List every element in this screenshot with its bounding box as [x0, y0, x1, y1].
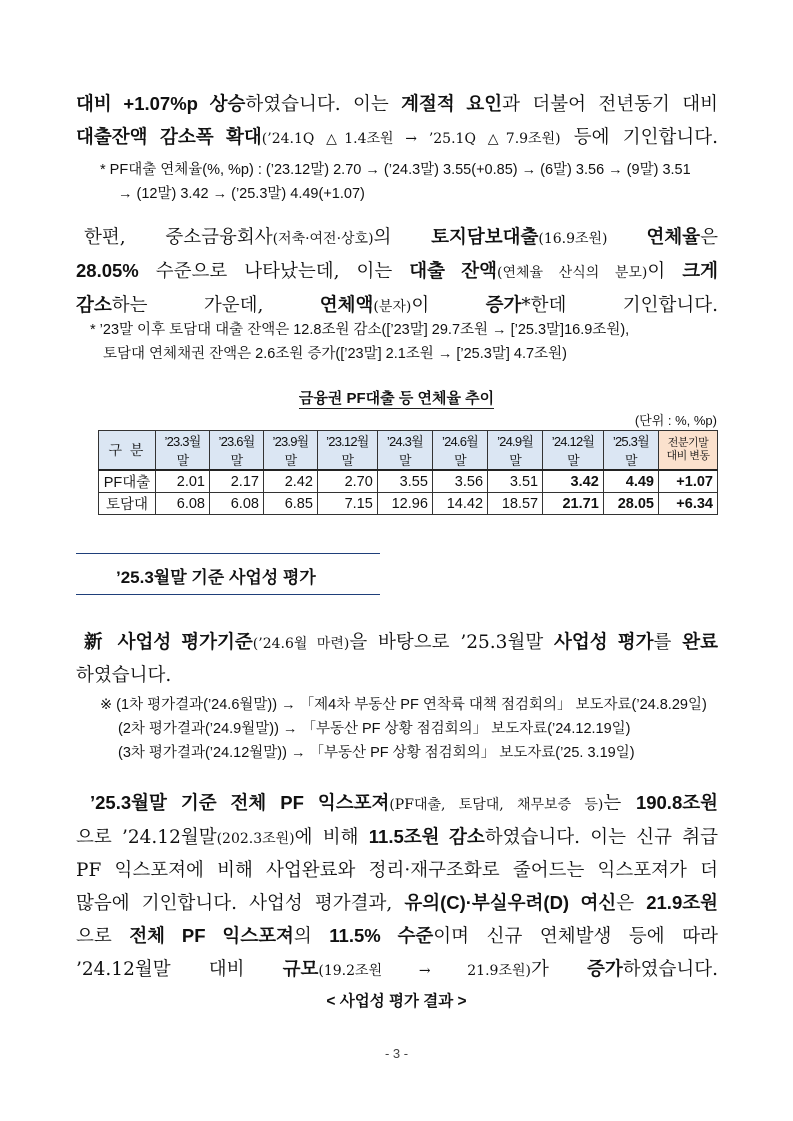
table-cell: 12.96 — [377, 493, 432, 515]
table-cell: 3.51 — [488, 470, 543, 493]
paragraph-4-line-4: 많음에 기인합니다. 사업성 평가결과, 유의(C)·부실우려(D) 여신은 21.9조원 — [76, 892, 718, 914]
table-header-cell: ’25.3월말 — [603, 431, 658, 471]
table-cell: 3.42 — [543, 470, 604, 493]
table-title: 금융권 PF대출 등 연체율 추이 — [298, 390, 495, 407]
paragraph-1 — [76, 88, 718, 155]
paragraph-4-line-1: ’25.3월말 기준 전체 PF 익스포져(PF대출, 토담대, 채무보증 등)는 190.8조원 — [90, 792, 718, 814]
table-row-label: PF대출 — [99, 470, 156, 493]
table-cell: 2.17 — [209, 470, 263, 493]
table-cell: 6.08 — [156, 493, 210, 515]
table-header-cell: ’24.12월말 — [543, 431, 604, 471]
table-header-cell: ’24.3월말 — [377, 431, 432, 471]
note-previous-evaluations: ※ (1차 평가결과(’24.6월말)) → 「제4차 부동산 PF 연착륙 대책 점검회의」 보도자료(’24.8.29일) (2차 평가결과(’24.9월말)) → 「부동산 PF 상황 점검회의」 보도자료(’24.12.19일) (3차 평가결과(’24.12월말)) → 「부동산 PF 상황 점검회의」 보도자료(’25. 3.19일) — [100, 697, 707, 761]
table-cell: 3.56 — [432, 470, 487, 493]
table-row — [99, 470, 718, 493]
table-cell: 3.55 — [377, 470, 432, 493]
table-cell: 28.05 — [603, 493, 658, 515]
paragraph-2-line-3: 감소하는 가운데, 연체액(분자)이 증가*한데 기인합니다. — [76, 294, 719, 316]
delinquency-table — [98, 430, 718, 515]
page-number: - 3 - — [384, 1046, 409, 1061]
table-cell: 4.49 — [603, 470, 658, 493]
table-cell: 6.08 — [209, 493, 263, 515]
table-unit: (단위 : %, %p) — [634, 413, 717, 428]
table-header-cell: ’24.6월말 — [432, 431, 487, 471]
section-heading: ’25.3월말 기준 사업성 평가 — [76, 553, 380, 595]
table-row — [99, 493, 718, 515]
table-cell: +1.07 — [659, 470, 718, 493]
table-header-cell: ’23.12월말 — [317, 431, 377, 471]
paragraph-4-line-2: 으로 ’24.12월말(202.3조원)에 비해 11.5조원 감소하였습니다. 이는 신규 취급 — [76, 826, 718, 848]
note-land-loan: * ’23말 이후 토담대 대출 잔액은 12.8조원 감소([’23말] 29.7조원 → [’25.3말]16.9조원), 토담대 연체채권 잔액은 2.6조원 증가([’23말] 2.1조원 → [’25.3말] 4.7조원) — [90, 322, 630, 362]
paragraph-4-line-3: PF 익스포져에 비해 사업완료와 정리·재구조화로 줄어드는 익스포져가 더 — [76, 860, 718, 881]
table-header-cell: ’23.3월말 — [156, 431, 210, 471]
paragraph-3 — [76, 626, 718, 692]
table-cell: 18.57 — [488, 493, 543, 515]
table-cell: 14.42 — [432, 493, 487, 515]
table-cell: 2.42 — [263, 470, 317, 493]
paragraph-4-line-5: 으로 전체 PF 익스포져의 11.5% 수준이며 신규 연체발생 등에 따라 — [76, 925, 718, 947]
table-row-label: 토담대 — [99, 493, 156, 515]
table-header-row — [99, 431, 718, 471]
paragraph-1-line-2: 대출잔액 감소폭 확대(’24.1Q △1.4조원 → ’25.1Q △7.9조원) 등에 기인합니다. — [76, 126, 718, 148]
paragraph-4 — [76, 787, 718, 987]
paragraph-3-line-2: 하였습니다. — [76, 665, 172, 686]
paragraph-2-line-1: 한편, 중소금융회사(저축·여전·상호)의 토지담보대출(16.9조원) 연체율은 — [84, 226, 718, 248]
results-caption: < 사업성 평가 결과 > — [326, 993, 467, 1010]
table-header-cell: ’23.6월말 — [209, 431, 263, 471]
note-pf-loan-delinquency: * PF대출 연체율(%, %p) : (’23.12말) 2.70 → (’24.3말) 3.55(+0.85) → (6말) 3.56 → (9말) 3.51 → (12말) 3.42 → (’25.3말) 4.49(+1.07) — [100, 162, 691, 202]
table-cell: 21.71 — [543, 493, 604, 515]
table-header-change: 전분기말 대비 변동 — [659, 431, 718, 471]
paragraph-2-line-2: 28.05% 수준으로 나타났는데, 이는 대출 잔액(연체율 산식의 분모)이 크게 — [76, 260, 718, 282]
table-cell: 7.15 — [317, 493, 377, 515]
paragraph-4-line-6: ’24.12월말 대비 규모(19.2조원 → 21.9조원)가 증가하였습니다. — [76, 958, 718, 980]
table-cell: 2.01 — [156, 470, 210, 493]
paragraph-1-line-1: 대비 +1.07%p 상승하였습니다. 이는 계절적 요인과 더불어 전년동기 대비 — [76, 93, 719, 115]
table-cell: +6.34 — [659, 493, 718, 515]
table-header-cell: ’23.9월말 — [263, 431, 317, 471]
table-cell: 2.70 — [317, 470, 377, 493]
paragraph-2 — [76, 221, 718, 323]
table-cell: 6.85 — [263, 493, 317, 515]
table-header-cell: ’24.9월말 — [488, 431, 543, 471]
paragraph-3-line-1: 新 사업성 평가기준(’24.6월 마련)을 바탕으로 ’25.3월말 사업성 평가를 완료 — [84, 631, 718, 653]
table-corner-header: 구 분 — [99, 431, 156, 471]
